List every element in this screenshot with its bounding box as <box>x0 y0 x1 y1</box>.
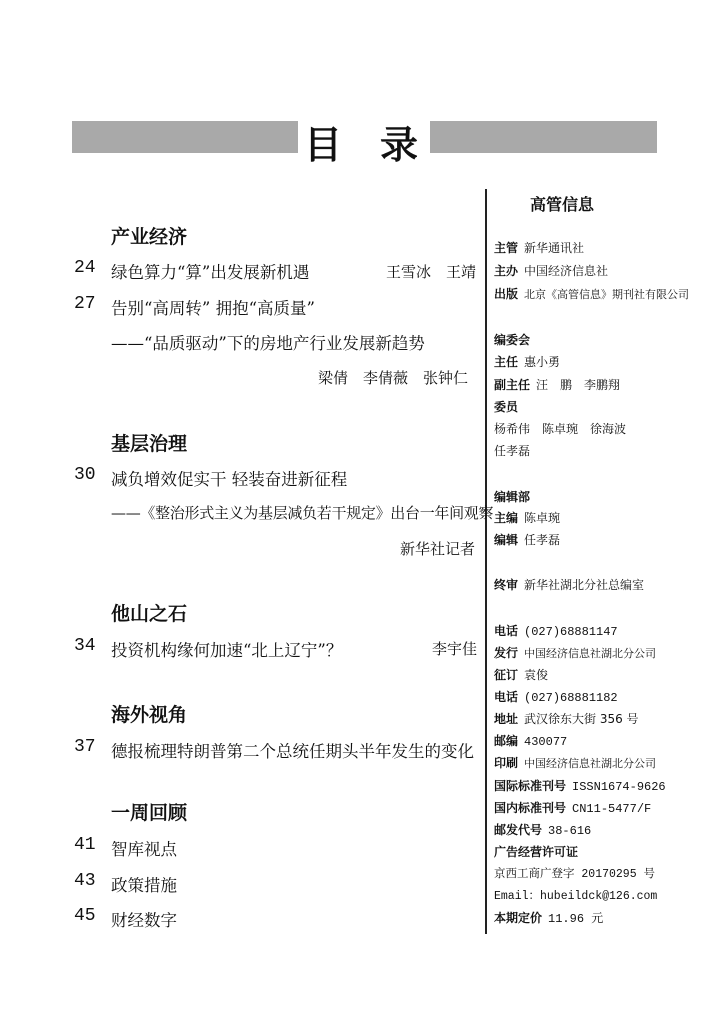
masthead-value: 京西工商广登字 20170295 号 <box>494 868 656 881</box>
masthead-title: 高管信息 <box>530 195 595 214</box>
masthead-value: 38-616 <box>548 824 592 838</box>
masthead-line <box>494 576 644 593</box>
article-subtitle: ——“品质驱动”下的房地产行业发展新趋势 <box>111 334 425 353</box>
masthead-value: 任孝磊 <box>524 533 561 547</box>
masthead-label: 主办 <box>494 264 519 278</box>
masthead-label: 国内标准刊号 <box>494 801 567 815</box>
masthead-label: 本期定价 <box>494 911 543 925</box>
masthead-value: 杨希伟 陈卓琬 徐海波 <box>494 422 627 436</box>
masthead-line <box>494 262 608 279</box>
article-title[interactable]: 绿色算力“算”出发展新机遇 <box>111 263 310 282</box>
masthead-line <box>494 777 666 794</box>
masthead-value: CN11-5477/F <box>572 802 652 816</box>
masthead-line <box>494 285 689 302</box>
masthead-line <box>494 909 603 926</box>
masthead-value: 北京《高管信息》期刊社有限公司 <box>524 288 690 301</box>
masthead-line <box>494 531 560 548</box>
masthead-line <box>494 754 656 771</box>
masthead-line <box>494 239 584 256</box>
masthead-label: 广告经营许可证 <box>494 845 579 859</box>
article-title[interactable]: 投资机构缘何加速“北上辽宁”？ <box>111 641 343 660</box>
page-number: 43 <box>74 871 96 891</box>
article-title[interactable]: 智库视点 <box>111 840 177 859</box>
masthead-label: 终审 <box>494 578 519 592</box>
article-title[interactable]: 告别“高周转” 拥抱“高质量” <box>111 299 315 318</box>
masthead-line <box>494 799 651 816</box>
article-subtitle: ——《整治形式主义为基层减负若干规定》出台一年间观察 <box>111 504 494 522</box>
masthead-label: 发行 <box>494 646 519 660</box>
masthead-value: 中国经济信息社湖北分公司 <box>524 647 657 660</box>
masthead-line <box>494 710 639 727</box>
section-title: 基层治理 <box>111 433 188 455</box>
page-number: 24 <box>74 258 96 278</box>
page-number: 30 <box>74 465 96 485</box>
article-title[interactable]: 减负增效促实干 轻装奋进新征程 <box>111 470 348 489</box>
masthead-line <box>494 509 560 526</box>
page-number: 34 <box>74 636 96 656</box>
masthead-value: 袁俊 <box>524 668 549 682</box>
title-bar-right <box>430 121 657 153</box>
masthead-line <box>494 488 536 505</box>
section-title: 他山之石 <box>111 603 188 625</box>
masthead-label: 主编 <box>494 511 519 525</box>
masthead-line <box>494 732 567 749</box>
section-title: 海外视角 <box>111 704 188 726</box>
page-title-char-1: 目 <box>304 123 343 167</box>
masthead-line <box>494 843 584 860</box>
page-number: 45 <box>74 906 96 926</box>
article-title[interactable]: 政策措施 <box>111 876 177 895</box>
masthead-line <box>494 442 530 459</box>
page-title-char-2: 录 <box>380 123 419 167</box>
page-number: 41 <box>74 835 96 855</box>
article-authors: 王雪冰 王靖 <box>386 263 477 281</box>
masthead-line <box>494 331 536 348</box>
masthead-label: 编辑 <box>494 533 519 547</box>
masthead-value: 新华社湖北分社总编室 <box>524 578 645 592</box>
masthead-line <box>494 622 618 639</box>
masthead-value: 新华通讯社 <box>524 241 585 255</box>
masthead-value: 中国经济信息社湖北分公司 <box>524 757 657 770</box>
masthead-label: 邮编 <box>494 734 519 748</box>
section-title: 一周回顾 <box>111 802 188 824</box>
masthead-value: 武汉徐东大街 356 号 <box>524 712 639 726</box>
masthead-value: 11.96 元 <box>548 912 604 926</box>
article-authors: 李宇佳 <box>432 640 478 658</box>
page-number: 27 <box>74 294 96 314</box>
title-bar-left <box>72 121 298 153</box>
masthead-value: 任孝磊 <box>494 444 531 458</box>
masthead-line <box>494 420 626 437</box>
masthead-label: 印刷 <box>494 756 519 770</box>
masthead-line <box>494 887 657 903</box>
masthead-line <box>494 644 656 661</box>
masthead-line <box>494 353 560 370</box>
column-divider <box>485 189 487 934</box>
masthead-value: 汪 鹏 李鹏翔 <box>536 378 621 392</box>
masthead-value: 430077 <box>524 735 568 749</box>
masthead-label: 委员 <box>494 400 519 414</box>
page-title <box>300 114 430 167</box>
article-title[interactable]: 德报梳理特朗普第二个总统任期头半年发生的变化 <box>111 742 474 761</box>
masthead-value: 中国经济信息社 <box>524 264 609 278</box>
masthead-line <box>494 666 548 683</box>
masthead-label: 副主任 <box>494 378 531 392</box>
masthead-label: 征订 <box>494 668 519 682</box>
masthead-line <box>494 376 620 393</box>
article-authors: 梁倩 李倩薇 张钟仁 <box>318 369 469 387</box>
masthead-line <box>494 821 591 838</box>
masthead-value: (027)68881182 <box>524 691 618 705</box>
masthead-value: (027)68881147 <box>524 625 618 639</box>
masthead-value: 惠小勇 <box>524 355 561 369</box>
masthead-label: 电话 <box>494 690 519 704</box>
masthead-label: 主任 <box>494 355 519 369</box>
masthead-label: 邮发代号 <box>494 823 543 837</box>
article-authors: 新华社记者 <box>400 540 476 558</box>
masthead-label: 主管 <box>494 241 519 255</box>
section-title: 产业经济 <box>111 226 188 248</box>
masthead-label: 出版 <box>494 287 519 301</box>
masthead-label: 地址 <box>494 712 519 726</box>
masthead-value: 陈卓琬 <box>524 511 561 525</box>
masthead-label: 国际标准刊号 <box>494 779 567 793</box>
masthead-line <box>494 398 524 415</box>
masthead-value: Email：hubeildck@126.com <box>494 890 658 903</box>
masthead-line <box>494 688 618 705</box>
masthead-label: 电话 <box>494 624 519 638</box>
page-number: 37 <box>74 737 96 757</box>
masthead-line <box>494 865 655 881</box>
masthead-value: ISSN1674-9626 <box>572 780 666 794</box>
masthead-label: 编辑部 <box>494 490 531 504</box>
masthead-label: 编委会 <box>494 333 531 347</box>
article-title[interactable]: 财经数字 <box>111 911 177 930</box>
